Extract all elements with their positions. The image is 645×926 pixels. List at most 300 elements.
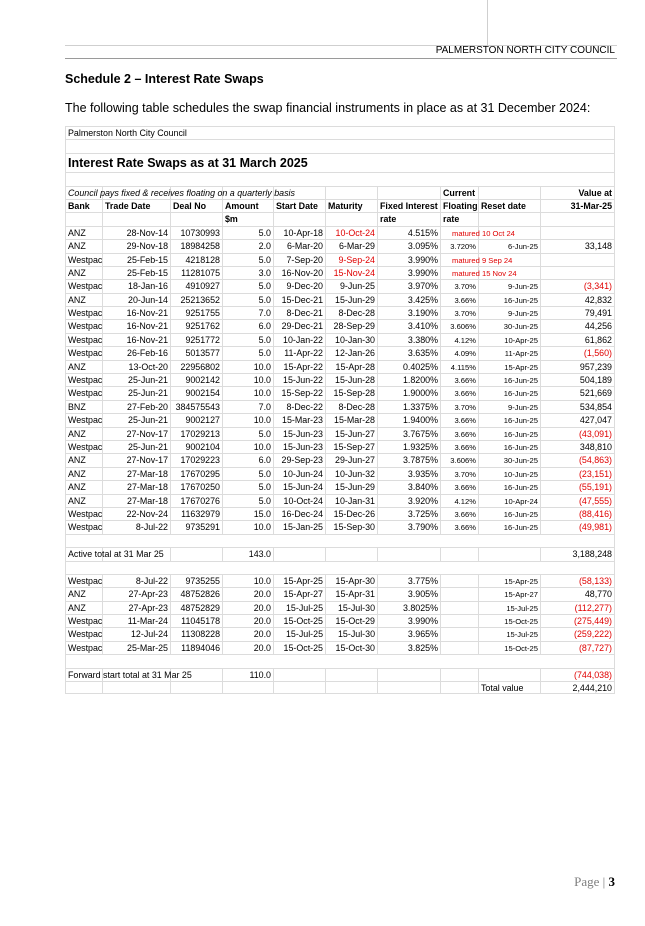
- cell-bank: ANZ: [65, 495, 102, 507]
- cell-value: (47,555): [540, 495, 615, 507]
- note-row: [65, 186, 615, 199]
- cell-fixed-rate: 1.9400%: [377, 414, 440, 426]
- cell-start-date: 9-Dec-20: [273, 280, 325, 292]
- spacer-row: [65, 139, 615, 152]
- cell-amount: 5.0: [222, 334, 273, 346]
- forward-swap-row: [65, 574, 615, 587]
- cell-bank: ANZ: [65, 240, 102, 252]
- cell-value: 33,148: [540, 240, 615, 252]
- cell-start-date: 10-Jun-24: [273, 468, 325, 480]
- cell-trade-date: 27-Nov-17: [102, 454, 170, 466]
- cell-fixed-rate: 3.990%: [377, 267, 440, 279]
- cell-value: (43,091): [540, 428, 615, 440]
- cell-floating-rate: [440, 628, 478, 640]
- cell-maturity: 15-Apr-31: [325, 588, 377, 600]
- active-swap-row: [65, 427, 615, 440]
- cell-start-date: 16-Nov-20: [273, 267, 325, 279]
- cell-reset-date: 16-Jun-25: [478, 521, 540, 533]
- cell-fixed-rate: 3.990%: [377, 615, 440, 627]
- active-total-label: Active total at 31 Mar 25: [68, 549, 164, 560]
- cell-maturity: 15-Sep-27: [325, 441, 377, 453]
- cell-trade-date: 25-Jun-21: [102, 441, 170, 453]
- cell-fixed-rate: 3.790%: [377, 521, 440, 533]
- cell-deal-no: 11308228: [170, 628, 222, 640]
- cell-matured-note: matured 9 Sep 24: [452, 255, 513, 265]
- cell-value: 957,239: [540, 361, 615, 373]
- active-swap-row: [65, 467, 615, 480]
- active-swap-row: [65, 293, 615, 306]
- cell-trade-date: 16-Nov-21: [102, 307, 170, 319]
- cell-amount: 3.0: [222, 267, 273, 279]
- active-swap-row: [65, 453, 615, 466]
- cell-deal-no: 9735255: [170, 575, 222, 587]
- cell-start-date: 15-Apr-27: [273, 588, 325, 600]
- cell-deal-no: 11632979: [170, 508, 222, 520]
- cell-value: (55,191): [540, 481, 615, 493]
- cell-bank: Westpac: [65, 615, 102, 627]
- cell-deal-no: 25213652: [170, 294, 222, 306]
- active-swap-row: [65, 480, 615, 493]
- cell-reset-date: 30-Jun-25: [478, 320, 540, 332]
- cell-maturity: 15-Oct-30: [325, 642, 377, 654]
- spacer-row: [65, 172, 615, 185]
- cell-value: (87,727): [540, 642, 615, 654]
- cell-deal-no: 17670295: [170, 468, 222, 480]
- cell-value: 61,862: [540, 334, 615, 346]
- col-trade-date: Trade Date: [102, 200, 170, 212]
- cell-floating-rate: 4.09%: [440, 347, 478, 359]
- cell-maturity: 8-Dec-28: [325, 401, 377, 413]
- cell-matured-note: matured 15 Nov 24: [452, 268, 517, 278]
- cell-maturity: 10-Jun-32: [325, 468, 377, 480]
- active-swap-row: [65, 520, 615, 533]
- sheet-title: Interest Rate Swaps as at 31 March 2025: [65, 154, 615, 172]
- active-swap-row: [65, 494, 615, 507]
- cell-fixed-rate: 3.635%: [377, 347, 440, 359]
- cell-deal-no: 48752826: [170, 588, 222, 600]
- cell-fixed-rate: 3.840%: [377, 481, 440, 493]
- cell-maturity: 15-Nov-24: [325, 267, 377, 279]
- cell-deal-no: 17029213: [170, 428, 222, 440]
- cell-amount: 5.0: [222, 254, 273, 266]
- cell-value: (88,416): [540, 508, 615, 520]
- cell-value: [540, 267, 615, 279]
- cell-maturity: 12-Jan-26: [325, 347, 377, 359]
- cell-deal-no: 9002104: [170, 441, 222, 453]
- cell-start-date: 8-Dec-21: [273, 307, 325, 319]
- swaps-spreadsheet: [65, 126, 615, 694]
- spacer-row: [65, 534, 615, 547]
- cell-floating-rate: 3.70%: [440, 280, 478, 292]
- active-swap-row: [65, 413, 615, 426]
- sheet-note: Council pays fixed & receives floating on a quarterly basis: [68, 187, 295, 198]
- cell-trade-date: 25-Jun-21: [102, 387, 170, 399]
- page-footer: [574, 874, 615, 890]
- cell-reset-date: 10-Jun-25: [478, 468, 540, 480]
- cell-fixed-rate: 3.775%: [377, 575, 440, 587]
- cell-deal-no: 5013577: [170, 347, 222, 359]
- cell-amount: 20.0: [222, 642, 273, 654]
- cell-reset-date: 16-Jun-25: [478, 387, 540, 399]
- cell-start-date: 10-Oct-24: [273, 495, 325, 507]
- cell-floating-rate: [440, 615, 478, 627]
- cell-start-date: 29-Dec-21: [273, 320, 325, 332]
- cell-maturity: 10-Oct-24: [325, 227, 377, 239]
- cell-amount: 10.0: [222, 575, 273, 587]
- cell-fixed-rate: 1.9325%: [377, 441, 440, 453]
- forward-total-row: [65, 668, 615, 681]
- cell-value: 79,491: [540, 307, 615, 319]
- cell-maturity: 15-Jun-29: [325, 294, 377, 306]
- cell-amount: 6.0: [222, 454, 273, 466]
- active-swap-row: [65, 226, 615, 239]
- cell-reset-date: 6-Jun-25: [478, 240, 540, 252]
- cell-trade-date: 20-Jun-14: [102, 294, 170, 306]
- cell-value: 534,854: [540, 401, 615, 413]
- cell-amount: 10.0: [222, 361, 273, 373]
- cell-fixed-rate: 3.380%: [377, 334, 440, 346]
- cell-value: 427,047: [540, 414, 615, 426]
- cell-floating-rate: 3.70%: [440, 307, 478, 319]
- cell-floating-rate: 3.66%: [440, 414, 478, 426]
- cell-trade-date: 27-Apr-23: [102, 588, 170, 600]
- active-swap-row: [65, 239, 615, 252]
- cell-reset-date: 16-Jun-25: [478, 441, 540, 453]
- cell-floating-rate: 3.66%: [440, 428, 478, 440]
- cell-start-date: 10-Jan-22: [273, 334, 325, 346]
- cell-reset-date: 16-Jun-25: [478, 374, 540, 386]
- cell-floating-rate: 3.66%: [440, 387, 478, 399]
- cell-bank: Westpac: [65, 575, 102, 587]
- cell-value: [540, 227, 615, 239]
- cell-fixed-rate: 3.725%: [377, 508, 440, 520]
- cell-amount: 6.0: [222, 320, 273, 332]
- cell-deal-no: 22956802: [170, 361, 222, 373]
- cell-deal-no: 48752829: [170, 602, 222, 614]
- forward-swap-row: [65, 641, 615, 654]
- cell-floating-rate: 3.720%: [440, 240, 478, 252]
- cell-floating-rate: [440, 575, 478, 587]
- cell-bank: ANZ: [65, 588, 102, 600]
- cell-deal-no: 9251772: [170, 334, 222, 346]
- col-maturity: Maturity: [325, 200, 377, 212]
- cell-maturity: 9-Sep-24: [325, 254, 377, 266]
- cell-reset-date: 16-Jun-25: [478, 508, 540, 520]
- cell-value: (3,341): [540, 280, 615, 292]
- cell-maturity: 10-Jan-31: [325, 495, 377, 507]
- cell-floating-rate: 3.66%: [440, 294, 478, 306]
- active-swap-row: [65, 373, 615, 386]
- col-current: Current: [440, 187, 478, 199]
- cell-floating-rate: 4.12%: [440, 495, 478, 507]
- cell-bank: Westpac: [65, 441, 102, 453]
- cell-value: (275,449): [540, 615, 615, 627]
- forward-swap-row: [65, 614, 615, 627]
- forward-swap-row: [65, 601, 615, 614]
- cell-deal-no: 4218128: [170, 254, 222, 266]
- cell-amount: 7.0: [222, 401, 273, 413]
- cell-trade-date: 27-Nov-17: [102, 428, 170, 440]
- cell-maturity: 15-Jun-29: [325, 481, 377, 493]
- cell-bank: Westpac: [65, 374, 102, 386]
- cell-amount: 5.0: [222, 481, 273, 493]
- cell-maturity: 29-Jun-27: [325, 454, 377, 466]
- cell-fixed-rate: 3.825%: [377, 642, 440, 654]
- cell-trade-date: 26-Feb-16: [102, 347, 170, 359]
- cell-fixed-rate: 1.3375%: [377, 401, 440, 413]
- grand-total-label: Total value: [478, 682, 540, 693]
- cell-fixed-rate: 3.970%: [377, 280, 440, 292]
- forward-swap-row: [65, 627, 615, 640]
- cell-bank: BNZ: [65, 401, 102, 413]
- cell-maturity: 15-Jul-30: [325, 602, 377, 614]
- cell-start-date: 16-Dec-24: [273, 508, 325, 520]
- cell-fixed-rate: 3.990%: [377, 254, 440, 266]
- active-swap-row: [65, 319, 615, 332]
- cell-fixed-rate: 1.9000%: [377, 387, 440, 399]
- cell-value: 44,256: [540, 320, 615, 332]
- cell-start-date: 15-Jun-23: [273, 441, 325, 453]
- cell-bank: ANZ: [65, 454, 102, 466]
- active-swap-row: [65, 266, 615, 279]
- intro-paragraph: The following table schedules the swap financial instruments in place as at 31 December 2024:: [65, 101, 591, 115]
- active-swap-row: [65, 507, 615, 520]
- col-value-date: 31-Mar-25: [540, 200, 615, 212]
- cell-value: (54,863): [540, 454, 615, 466]
- cell-value: (49,981): [540, 521, 615, 533]
- cell-fixed-rate: 3.425%: [377, 294, 440, 306]
- header-rule: [65, 58, 617, 59]
- header-divider-vertical: [487, 0, 488, 45]
- cell-fixed-rate: 3.7675%: [377, 428, 440, 440]
- cell-start-date: 6-Mar-20: [273, 240, 325, 252]
- cell-value: 504,189: [540, 374, 615, 386]
- cell-maturity: 8-Dec-28: [325, 307, 377, 319]
- cell-floating-rate: 4.115%: [440, 361, 478, 373]
- spacer-row: [65, 654, 615, 667]
- cell-reset-date: 9-Jun-25: [478, 280, 540, 292]
- cell-bank: ANZ: [65, 267, 102, 279]
- cell-maturity: 15-Mar-28: [325, 414, 377, 426]
- cell-floating-rate: 3.70%: [440, 401, 478, 413]
- cell-floating-rate: [440, 254, 513, 266]
- cell-trade-date: 22-Nov-24: [102, 508, 170, 520]
- cell-bank: Westpac: [65, 320, 102, 332]
- cell-bank: Westpac: [65, 254, 102, 266]
- cell-floating-rate: 3.606%: [440, 320, 478, 332]
- cell-trade-date: 18-Jan-16: [102, 280, 170, 292]
- cell-reset-date: 16-Jun-25: [478, 414, 540, 426]
- cell-start-date: 15-Jun-24: [273, 481, 325, 493]
- cell-trade-date: 8-Jul-22: [102, 575, 170, 587]
- cell-trade-date: 25-Feb-15: [102, 254, 170, 266]
- cell-bank: Westpac: [65, 280, 102, 292]
- active-swap-row: [65, 346, 615, 359]
- cell-bank: ANZ: [65, 468, 102, 480]
- cell-reset-date: 16-Jun-25: [478, 294, 540, 306]
- cell-deal-no: 9002154: [170, 387, 222, 399]
- cell-fixed-rate: 3.7875%: [377, 454, 440, 466]
- cell-fixed-rate: 3.920%: [377, 495, 440, 507]
- cell-maturity: 10-Jan-30: [325, 334, 377, 346]
- cell-fixed-rate: 3.965%: [377, 628, 440, 640]
- cell-start-date: 15-Sep-22: [273, 387, 325, 399]
- col-reset-date: Reset date: [478, 200, 540, 212]
- cell-amount: 20.0: [222, 602, 273, 614]
- cell-start-date: 15-Jan-25: [273, 521, 325, 533]
- cell-reset-date: 15-Apr-25: [478, 361, 540, 373]
- cell-value: (112,277): [540, 602, 615, 614]
- cell-reset-date: 15-Oct-25: [478, 642, 540, 654]
- column-header-row: [65, 199, 615, 212]
- cell-amount: 10.0: [222, 414, 273, 426]
- cell-deal-no: 11894046: [170, 642, 222, 654]
- cell-start-date: 15-Apr-22: [273, 361, 325, 373]
- cell-deal-no: 9002127: [170, 414, 222, 426]
- cell-reset-date: 10-Apr-25: [478, 334, 540, 346]
- col-deal-no: Deal No: [170, 200, 222, 212]
- cell-value: (23,151): [540, 468, 615, 480]
- sub-amount-unit: $m: [222, 213, 273, 225]
- active-total-value: 3,188,248: [540, 548, 615, 560]
- cell-maturity: 15-Jun-27: [325, 428, 377, 440]
- cell-fixed-rate: 0.4025%: [377, 361, 440, 373]
- cell-deal-no: 9735291: [170, 521, 222, 533]
- cell-amount: 5.0: [222, 495, 273, 507]
- sub-floating-rate: rate: [440, 213, 478, 225]
- cell-amount: 5.0: [222, 280, 273, 292]
- cell-deal-no: 11045178: [170, 615, 222, 627]
- cell-amount: 10.0: [222, 441, 273, 453]
- cell-bank: ANZ: [65, 602, 102, 614]
- col-bank: Bank: [65, 200, 102, 212]
- cell-bank: Westpac: [65, 307, 102, 319]
- cell-floating-rate: 4.12%: [440, 334, 478, 346]
- cell-amount: 10.0: [222, 374, 273, 386]
- cell-start-date: 15-Oct-25: [273, 642, 325, 654]
- cell-bank: Westpac: [65, 521, 102, 533]
- cell-start-date: 7-Sep-20: [273, 254, 325, 266]
- cell-deal-no: 4910927: [170, 280, 222, 292]
- cell-value: (1,560): [540, 347, 615, 359]
- col-start-date: Start Date: [273, 200, 325, 212]
- title-row: [65, 153, 615, 172]
- cell-fixed-rate: 3.190%: [377, 307, 440, 319]
- cell-maturity: 28-Sep-29: [325, 320, 377, 332]
- forward-total-value: (744,038): [540, 669, 615, 681]
- cell-start-date: 10-Apr-18: [273, 227, 325, 239]
- cell-reset-date: 9-Jun-25: [478, 307, 540, 319]
- forward-start-swaps: [65, 574, 615, 654]
- page-header: PALMERSTON NORTH CITY COUNCIL: [435, 45, 615, 56]
- cell-floating-rate: 3.66%: [440, 508, 478, 520]
- cell-trade-date: 8-Jul-22: [102, 521, 170, 533]
- cell-deal-no: 17670276: [170, 495, 222, 507]
- cell-value: 48,770: [540, 588, 615, 600]
- cell-start-date: 15-Dec-21: [273, 294, 325, 306]
- cell-start-date: 11-Apr-22: [273, 347, 325, 359]
- cell-start-date: 15-Jun-22: [273, 374, 325, 386]
- cell-bank: Westpac: [65, 642, 102, 654]
- cell-floating-rate: [440, 642, 478, 654]
- active-swap-row: [65, 440, 615, 453]
- cell-fixed-rate: 4.515%: [377, 227, 440, 239]
- cell-deal-no: 17029223: [170, 454, 222, 466]
- cell-value: 348,810: [540, 441, 615, 453]
- cell-bank: Westpac: [65, 508, 102, 520]
- cell-value: [540, 254, 615, 266]
- cell-fixed-rate: 3.8025%: [377, 602, 440, 614]
- cell-reset-date: 15-Jul-25: [478, 602, 540, 614]
- col-floating: Floating: [440, 200, 478, 212]
- cell-trade-date: 27-Mar-18: [102, 481, 170, 493]
- cell-amount: 5.0: [222, 468, 273, 480]
- section-title: Schedule 2 – Interest Rate Swaps: [65, 72, 264, 86]
- cell-start-date: 15-Jul-25: [273, 628, 325, 640]
- cell-deal-no: 11281075: [170, 267, 222, 279]
- cell-trade-date: 27-Mar-18: [102, 468, 170, 480]
- cell-trade-date: 16-Nov-21: [102, 320, 170, 332]
- sub-fixed-rate: rate: [377, 213, 440, 225]
- active-swap-row: [65, 306, 615, 319]
- cell-value: (58,133): [540, 575, 615, 587]
- cell-deal-no: 17670250: [170, 481, 222, 493]
- cell-deal-no: 10730993: [170, 227, 222, 239]
- cell-floating-rate: [440, 267, 517, 279]
- col-amount: Amount: [222, 200, 273, 212]
- cell-deal-no: 18984258: [170, 240, 222, 252]
- cell-value: (259,222): [540, 628, 615, 640]
- cell-trade-date: 27-Apr-23: [102, 602, 170, 614]
- active-swap-row: [65, 360, 615, 373]
- cell-trade-date: 16-Nov-21: [102, 334, 170, 346]
- active-total-amount: 143.0: [222, 548, 273, 560]
- cell-reset-date: 15-Jul-25: [478, 628, 540, 640]
- cell-reset-date: 11-Apr-25: [478, 347, 540, 359]
- col-value-at: Value at: [540, 187, 615, 199]
- cell-floating-rate: [440, 227, 515, 239]
- cell-deal-no: 9251755: [170, 307, 222, 319]
- cell-maturity: 15-Jun-28: [325, 374, 377, 386]
- cell-floating-rate: 3.66%: [440, 441, 478, 453]
- cell-fixed-rate: 1.8200%: [377, 374, 440, 386]
- cell-floating-rate: [440, 588, 478, 600]
- cell-maturity: 15-Dec-26: [325, 508, 377, 520]
- cell-start-date: 15-Jun-23: [273, 428, 325, 440]
- grand-total-value: 2,444,210: [540, 682, 615, 693]
- cell-bank: ANZ: [65, 428, 102, 440]
- cell-start-date: 15-Apr-25: [273, 575, 325, 587]
- cell-fixed-rate: 3.935%: [377, 468, 440, 480]
- cell-amount: 2.0: [222, 240, 273, 252]
- cell-reset-date: 15-Oct-25: [478, 615, 540, 627]
- cell-start-date: 15-Mar-23: [273, 414, 325, 426]
- cell-trade-date: 27-Mar-18: [102, 495, 170, 507]
- forward-total-amount: 110.0: [222, 669, 273, 681]
- cell-maturity: 15-Jul-30: [325, 628, 377, 640]
- active-swap-row: [65, 333, 615, 346]
- cell-floating-rate: 3.606%: [440, 454, 478, 466]
- cell-maturity: 9-Jun-25: [325, 280, 377, 292]
- cell-amount: 20.0: [222, 615, 273, 627]
- cell-deal-no: 384575543: [170, 401, 222, 413]
- cell-bank: Westpac: [65, 414, 102, 426]
- cell-amount: 7.0: [222, 307, 273, 319]
- cell-bank: Westpac: [65, 347, 102, 359]
- cell-fixed-rate: 3.410%: [377, 320, 440, 332]
- cell-start-date: 15-Oct-25: [273, 615, 325, 627]
- cell-matured-note: matured 10 Oct 24: [452, 228, 515, 238]
